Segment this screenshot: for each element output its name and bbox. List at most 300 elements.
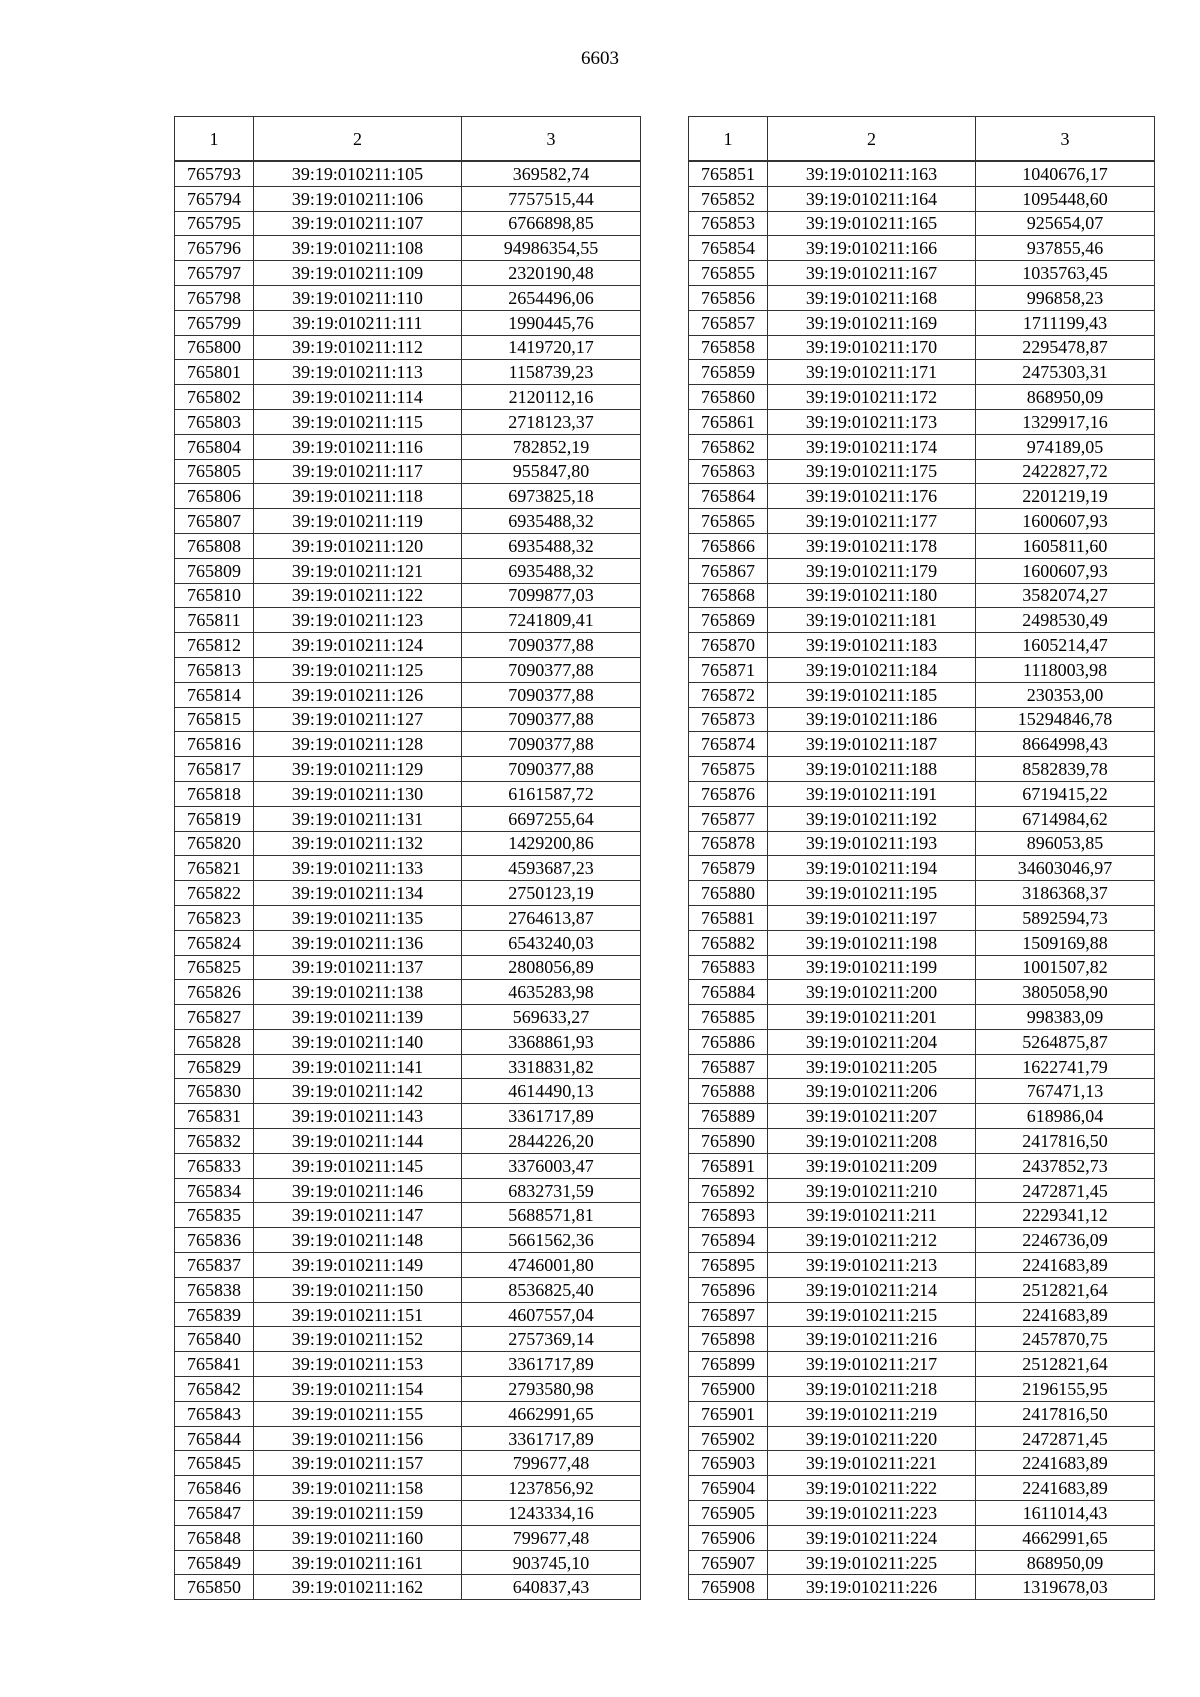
table-row: [689, 1525, 1155, 1550]
value-cell: 2229341,12: [976, 1203, 1155, 1228]
table-row: [689, 1377, 1155, 1402]
value-cell: 1158739,23: [462, 360, 641, 385]
value-cell: 2246736,09: [976, 1228, 1155, 1253]
value-cell: 2472871,45: [976, 1178, 1155, 1203]
row-number-cell: 765890: [689, 1129, 768, 1154]
value-cell: 5688571,81: [462, 1203, 641, 1228]
table-row: [689, 360, 1155, 385]
row-number-cell: 765882: [689, 930, 768, 955]
table-row: [175, 1401, 641, 1426]
value-cell: 2417816,50: [976, 1129, 1155, 1154]
cadastral-number-cell: 39:19:010211:197: [768, 905, 976, 930]
table-row: [175, 1228, 641, 1253]
row-number-cell: 765794: [175, 186, 254, 211]
value-cell: 4593687,23: [462, 856, 641, 881]
value-cell: 6973825,18: [462, 484, 641, 509]
row-number-cell: 765893: [689, 1203, 768, 1228]
table-row: [689, 955, 1155, 980]
row-number-cell: 765879: [689, 856, 768, 881]
cadastral-number-cell: 39:19:010211:206: [768, 1079, 976, 1104]
row-number-cell: 765860: [689, 385, 768, 410]
row-number-cell: 765850: [175, 1575, 254, 1600]
value-cell: 3805058,90: [976, 980, 1155, 1005]
table-row: [175, 360, 641, 385]
value-cell: 2844226,20: [462, 1129, 641, 1154]
cadastral-number-cell: 39:19:010211:176: [768, 484, 976, 509]
value-cell: 34603046,97: [976, 856, 1155, 881]
table-row: [689, 930, 1155, 955]
cadastral-number-cell: 39:19:010211:131: [254, 806, 462, 831]
table-row: [175, 261, 641, 286]
cadastral-number-cell: 39:19:010211:148: [254, 1228, 462, 1253]
value-cell: 2457870,75: [976, 1327, 1155, 1352]
row-number-cell: 765903: [689, 1451, 768, 1476]
cadastral-number-cell: 39:19:010211:181: [768, 608, 976, 633]
cadastral-number-cell: 39:19:010211:159: [254, 1501, 462, 1526]
cadastral-number-cell: 39:19:010211:150: [254, 1277, 462, 1302]
table-row: [689, 682, 1155, 707]
value-cell: 782852,19: [462, 434, 641, 459]
row-number-cell: 765891: [689, 1153, 768, 1178]
cadastral-number-cell: 39:19:010211:144: [254, 1129, 462, 1154]
table-row: [689, 1153, 1155, 1178]
value-cell: 2793580,98: [462, 1377, 641, 1402]
row-number-cell: 765841: [175, 1352, 254, 1377]
table-row: [175, 980, 641, 1005]
row-number-cell: 765855: [689, 261, 768, 286]
cadastral-number-cell: 39:19:010211:184: [768, 657, 976, 682]
cadastral-number-cell: 39:19:010211:109: [254, 261, 462, 286]
cadastral-number-cell: 39:19:010211:201: [768, 1005, 976, 1030]
row-number-cell: 765832: [175, 1129, 254, 1154]
row-number-cell: 765861: [689, 409, 768, 434]
value-cell: 974189,05: [976, 434, 1155, 459]
page-number: 6603: [581, 48, 619, 69]
value-cell: 799677,48: [462, 1451, 641, 1476]
table-row: [689, 509, 1155, 534]
cadastral-number-cell: 39:19:010211:135: [254, 905, 462, 930]
table-row: [175, 236, 641, 261]
row-number-cell: 765905: [689, 1501, 768, 1526]
row-number-cell: 765902: [689, 1426, 768, 1451]
row-number-cell: 765797: [175, 261, 254, 286]
row-number-cell: 765823: [175, 905, 254, 930]
value-cell: 3582074,27: [976, 583, 1155, 608]
cadastral-number-cell: 39:19:010211:129: [254, 757, 462, 782]
value-cell: 7090377,88: [462, 657, 641, 682]
table-row: [175, 1476, 641, 1501]
value-cell: 6935488,32: [462, 509, 641, 534]
cadastral-number-cell: 39:19:010211:160: [254, 1525, 462, 1550]
table-row: [689, 1401, 1155, 1426]
cadastral-number-cell: 39:19:010211:116: [254, 434, 462, 459]
cadastral-number-cell: 39:19:010211:168: [768, 285, 976, 310]
cadastral-number-cell: 39:19:010211:179: [768, 558, 976, 583]
row-number-cell: 765830: [175, 1079, 254, 1104]
value-cell: 2472871,45: [976, 1426, 1155, 1451]
row-number-cell: 765884: [689, 980, 768, 1005]
value-cell: 618986,04: [976, 1104, 1155, 1129]
table-row: [175, 633, 641, 658]
value-cell: 6935488,32: [462, 558, 641, 583]
value-cell: 2320190,48: [462, 261, 641, 286]
table-row: [175, 657, 641, 682]
column-header-3: 3: [462, 117, 641, 162]
row-number-cell: 765820: [175, 831, 254, 856]
row-number-cell: 765815: [175, 707, 254, 732]
cadastral-number-cell: 39:19:010211:177: [768, 509, 976, 534]
cadastral-number-cell: 39:19:010211:137: [254, 955, 462, 980]
row-number-cell: 765851: [689, 161, 768, 186]
cadastral-number-cell: 39:19:010211:154: [254, 1377, 462, 1402]
cadastral-number-cell: 39:19:010211:133: [254, 856, 462, 881]
table-row: [689, 1550, 1155, 1575]
cadastral-number-cell: 39:19:010211:117: [254, 459, 462, 484]
cadastral-number-cell: 39:19:010211:121: [254, 558, 462, 583]
row-number-cell: 765880: [689, 881, 768, 906]
value-cell: 6935488,32: [462, 533, 641, 558]
value-cell: 1711199,43: [976, 310, 1155, 335]
row-number-cell: 765801: [175, 360, 254, 385]
row-number-cell: 765803: [175, 409, 254, 434]
cadastral-number-cell: 39:19:010211:169: [768, 310, 976, 335]
row-number-cell: 765812: [175, 633, 254, 658]
row-number-cell: 765821: [175, 856, 254, 881]
table-row: [689, 707, 1155, 732]
cadastral-number-cell: 39:19:010211:200: [768, 980, 976, 1005]
cadastral-number-cell: 39:19:010211:115: [254, 409, 462, 434]
value-cell: 1243334,16: [462, 1501, 641, 1526]
table-row: [689, 186, 1155, 211]
cadastral-number-cell: 39:19:010211:194: [768, 856, 976, 881]
table-row: [689, 409, 1155, 434]
row-number-cell: 765796: [175, 236, 254, 261]
row-number-cell: 765808: [175, 533, 254, 558]
cadastral-number-cell: 39:19:010211:158: [254, 1476, 462, 1501]
row-number-cell: 765907: [689, 1550, 768, 1575]
cadastral-number-cell: 39:19:010211:123: [254, 608, 462, 633]
cadastral-number-cell: 39:19:010211:195: [768, 881, 976, 906]
table-row: [689, 881, 1155, 906]
table-row: [689, 261, 1155, 286]
cadastral-number-cell: 39:19:010211:145: [254, 1153, 462, 1178]
value-cell: 996858,23: [976, 285, 1155, 310]
value-cell: 799677,48: [462, 1525, 641, 1550]
value-cell: 1001507,82: [976, 955, 1155, 980]
row-number-cell: 765845: [175, 1451, 254, 1476]
value-cell: 1509169,88: [976, 930, 1155, 955]
cadastral-number-cell: 39:19:010211:185: [768, 682, 976, 707]
value-cell: 2422827,72: [976, 459, 1155, 484]
value-cell: 937855,46: [976, 236, 1155, 261]
value-cell: 3368861,93: [462, 1029, 641, 1054]
cadastral-number-cell: 39:19:010211:149: [254, 1253, 462, 1278]
row-number-cell: 765793: [175, 161, 254, 186]
table-row: [175, 1352, 641, 1377]
cadastral-number-cell: 39:19:010211:146: [254, 1178, 462, 1203]
value-cell: 2196155,95: [976, 1377, 1155, 1402]
cadastral-number-cell: 39:19:010211:112: [254, 335, 462, 360]
cadastral-number-cell: 39:19:010211:214: [768, 1277, 976, 1302]
table-row: [175, 905, 641, 930]
row-number-cell: 765829: [175, 1054, 254, 1079]
row-number-cell: 765809: [175, 558, 254, 583]
table-row: [175, 583, 641, 608]
cadastral-number-cell: 39:19:010211:156: [254, 1426, 462, 1451]
value-cell: 1429200,86: [462, 831, 641, 856]
right-table: [688, 116, 1155, 1600]
row-number-cell: 765827: [175, 1005, 254, 1030]
cadastral-number-cell: 39:19:010211:166: [768, 236, 976, 261]
table-row: [175, 1153, 641, 1178]
value-cell: 8664998,43: [976, 732, 1155, 757]
row-number-cell: 765868: [689, 583, 768, 608]
value-cell: 903745,10: [462, 1550, 641, 1575]
table-row: [175, 707, 641, 732]
value-cell: 4662991,65: [462, 1401, 641, 1426]
row-number-cell: 765839: [175, 1302, 254, 1327]
table-row: [175, 285, 641, 310]
row-number-cell: 765888: [689, 1079, 768, 1104]
value-cell: 1611014,43: [976, 1501, 1155, 1526]
left-table: [174, 116, 641, 1600]
cadastral-number-cell: 39:19:010211:165: [768, 211, 976, 236]
value-cell: 896053,85: [976, 831, 1155, 856]
value-cell: 1600607,93: [976, 558, 1155, 583]
cadastral-number-cell: 39:19:010211:108: [254, 236, 462, 261]
cadastral-number-cell: 39:19:010211:226: [768, 1575, 976, 1600]
table-row: [689, 732, 1155, 757]
row-number-cell: 765875: [689, 757, 768, 782]
row-number-cell: 765828: [175, 1029, 254, 1054]
row-number-cell: 765872: [689, 682, 768, 707]
table-row: [689, 905, 1155, 930]
cadastral-number-cell: 39:19:010211:224: [768, 1525, 976, 1550]
value-cell: 6697255,64: [462, 806, 641, 831]
cadastral-number-cell: 39:19:010211:180: [768, 583, 976, 608]
row-number-cell: 765816: [175, 732, 254, 757]
value-cell: 230353,00: [976, 682, 1155, 707]
value-cell: 2757369,14: [462, 1327, 641, 1352]
value-cell: 5661562,36: [462, 1228, 641, 1253]
table-row: [175, 781, 641, 806]
row-number-cell: 765840: [175, 1327, 254, 1352]
value-cell: 868950,09: [976, 1550, 1155, 1575]
table-row: [689, 1054, 1155, 1079]
row-number-cell: 765854: [689, 236, 768, 261]
row-number-cell: 765835: [175, 1203, 254, 1228]
value-cell: 2241683,89: [976, 1476, 1155, 1501]
cadastral-number-cell: 39:19:010211:127: [254, 707, 462, 732]
table-row: [175, 1104, 641, 1129]
row-number-cell: 765842: [175, 1377, 254, 1402]
row-number-cell: 765865: [689, 509, 768, 534]
value-cell: 2295478,87: [976, 335, 1155, 360]
value-cell: 1040676,17: [976, 161, 1155, 186]
row-number-cell: 765876: [689, 781, 768, 806]
table-row: [689, 1005, 1155, 1030]
value-cell: 1237856,92: [462, 1476, 641, 1501]
table-row: [175, 881, 641, 906]
table-row: [175, 856, 641, 881]
cadastral-number-cell: 39:19:010211:107: [254, 211, 462, 236]
row-number-cell: 765900: [689, 1377, 768, 1402]
table-row: [689, 831, 1155, 856]
cadastral-number-cell: 39:19:010211:186: [768, 707, 976, 732]
cadastral-number-cell: 39:19:010211:134: [254, 881, 462, 906]
table-row: [689, 856, 1155, 881]
row-number-cell: 765864: [689, 484, 768, 509]
cadastral-number-cell: 39:19:010211:207: [768, 1104, 976, 1129]
table-row: [175, 509, 641, 534]
cadastral-number-cell: 39:19:010211:171: [768, 360, 976, 385]
cadastral-number-cell: 39:19:010211:164: [768, 186, 976, 211]
row-number-cell: 765813: [175, 657, 254, 682]
row-number-cell: 765819: [175, 806, 254, 831]
table-row: [689, 633, 1155, 658]
value-cell: 868950,09: [976, 385, 1155, 410]
row-number-cell: 765843: [175, 1401, 254, 1426]
column-header-1: 1: [689, 117, 768, 162]
row-number-cell: 765870: [689, 633, 768, 658]
table-row: [175, 1005, 641, 1030]
row-number-cell: 765877: [689, 806, 768, 831]
header-row: [689, 117, 1155, 162]
row-number-cell: 765824: [175, 930, 254, 955]
row-number-cell: 765833: [175, 1153, 254, 1178]
cadastral-number-cell: 39:19:010211:152: [254, 1327, 462, 1352]
table-row: [175, 161, 641, 186]
value-cell: 6161587,72: [462, 781, 641, 806]
table-row: [175, 409, 641, 434]
value-cell: 4662991,65: [976, 1525, 1155, 1550]
row-number-cell: 765883: [689, 955, 768, 980]
cadastral-number-cell: 39:19:010211:174: [768, 434, 976, 459]
value-cell: 1095448,60: [976, 186, 1155, 211]
table-row: [175, 186, 641, 211]
value-cell: 2437852,73: [976, 1153, 1155, 1178]
table-row: [175, 955, 641, 980]
table-row: [175, 1302, 641, 1327]
table-row: [175, 1203, 641, 1228]
table-row: [175, 1129, 641, 1154]
cadastral-number-cell: 39:19:010211:105: [254, 161, 462, 186]
cadastral-number-cell: 39:19:010211:219: [768, 1401, 976, 1426]
row-number-cell: 765863: [689, 459, 768, 484]
value-cell: 1622741,79: [976, 1054, 1155, 1079]
cadastral-number-cell: 39:19:010211:198: [768, 930, 976, 955]
right-table-body: [689, 161, 1155, 1600]
value-cell: 3361717,89: [462, 1104, 641, 1129]
table-row: [689, 558, 1155, 583]
cadastral-number-cell: 39:19:010211:142: [254, 1079, 462, 1104]
value-cell: 6719415,22: [976, 781, 1155, 806]
cadastral-number-cell: 39:19:010211:126: [254, 682, 462, 707]
cadastral-number-cell: 39:19:010211:218: [768, 1377, 976, 1402]
row-number-cell: 765847: [175, 1501, 254, 1526]
value-cell: 2654496,06: [462, 285, 641, 310]
table-row: [175, 608, 641, 633]
cadastral-number-cell: 39:19:010211:199: [768, 955, 976, 980]
row-number-cell: 765836: [175, 1228, 254, 1253]
cadastral-number-cell: 39:19:010211:216: [768, 1327, 976, 1352]
table-row: [689, 1352, 1155, 1377]
row-number-cell: 765906: [689, 1525, 768, 1550]
table-row: [689, 757, 1155, 782]
table-row: [175, 533, 641, 558]
table-row: [175, 1501, 641, 1526]
row-number-cell: 765886: [689, 1029, 768, 1054]
row-number-cell: 765853: [689, 211, 768, 236]
row-number-cell: 765881: [689, 905, 768, 930]
table-row: [689, 1029, 1155, 1054]
table-row: [175, 1327, 641, 1352]
value-cell: 925654,07: [976, 211, 1155, 236]
table-row: [689, 1228, 1155, 1253]
cadastral-number-cell: 39:19:010211:130: [254, 781, 462, 806]
value-cell: 1035763,45: [976, 261, 1155, 286]
value-cell: 2718123,37: [462, 409, 641, 434]
row-number-cell: 765834: [175, 1178, 254, 1203]
table-row: [689, 608, 1155, 633]
value-cell: 6714984,62: [976, 806, 1155, 831]
table-row: [689, 434, 1155, 459]
table-row: [689, 1178, 1155, 1203]
cadastral-number-cell: 39:19:010211:140: [254, 1029, 462, 1054]
table-row: [175, 1451, 641, 1476]
cadastral-number-cell: 39:19:010211:213: [768, 1253, 976, 1278]
cadastral-number-cell: 39:19:010211:178: [768, 533, 976, 558]
value-cell: 3186368,37: [976, 881, 1155, 906]
cadastral-number-cell: 39:19:010211:124: [254, 633, 462, 658]
cadastral-number-cell: 39:19:010211:212: [768, 1228, 976, 1253]
cadastral-number-cell: 39:19:010211:222: [768, 1476, 976, 1501]
table-row: [175, 434, 641, 459]
cadastral-number-cell: 39:19:010211:220: [768, 1426, 976, 1451]
value-cell: 1990445,76: [462, 310, 641, 335]
row-number-cell: 765878: [689, 831, 768, 856]
row-number-cell: 765859: [689, 360, 768, 385]
table-row: [689, 980, 1155, 1005]
row-number-cell: 765899: [689, 1352, 768, 1377]
cadastral-number-cell: 39:19:010211:210: [768, 1178, 976, 1203]
column-header-3: 3: [976, 117, 1155, 162]
table-row: [689, 781, 1155, 806]
cadastral-number-cell: 39:19:010211:122: [254, 583, 462, 608]
value-cell: 4635283,98: [462, 980, 641, 1005]
cadastral-number-cell: 39:19:010211:118: [254, 484, 462, 509]
cadastral-number-cell: 39:19:010211:209: [768, 1153, 976, 1178]
value-cell: 2241683,89: [976, 1302, 1155, 1327]
value-cell: 4746001,80: [462, 1253, 641, 1278]
row-number-cell: 765856: [689, 285, 768, 310]
row-number-cell: 765805: [175, 459, 254, 484]
cadastral-number-cell: 39:19:010211:175: [768, 459, 976, 484]
row-number-cell: 765822: [175, 881, 254, 906]
row-number-cell: 765852: [689, 186, 768, 211]
cadastral-number-cell: 39:19:010211:163: [768, 161, 976, 186]
table-row: [175, 1253, 641, 1278]
value-cell: 7090377,88: [462, 633, 641, 658]
cadastral-number-cell: 39:19:010211:143: [254, 1104, 462, 1129]
cadastral-number-cell: 39:19:010211:136: [254, 930, 462, 955]
row-number-cell: 765799: [175, 310, 254, 335]
table-row: [689, 459, 1155, 484]
table-row: [175, 732, 641, 757]
cadastral-number-cell: 39:19:010211:132: [254, 831, 462, 856]
cadastral-number-cell: 39:19:010211:223: [768, 1501, 976, 1526]
row-number-cell: 765887: [689, 1054, 768, 1079]
